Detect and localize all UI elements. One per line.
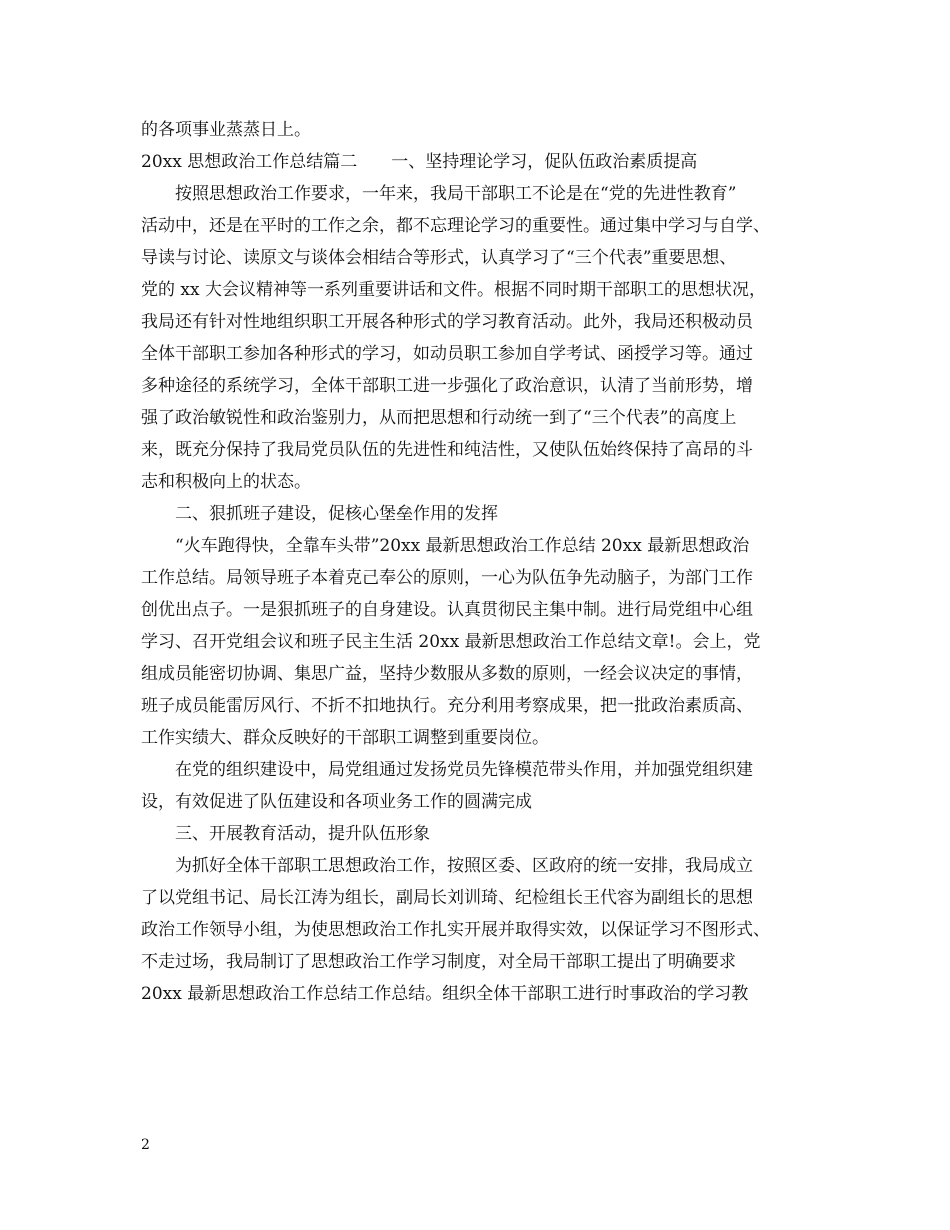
text-line: 不走过场，我局制订了思想政治工作学习制度，对全局干部职工提出了明确要求 bbox=[141, 952, 736, 972]
section-heading-line: 二、狠抓班子建设，促核心堡垒作用的发挥 bbox=[175, 504, 498, 524]
page-number: 2 bbox=[141, 1137, 150, 1153]
text-line: “火车跑得快，全靠车头带”20xx 最新思想政治工作总结 20xx 最新思想政治 bbox=[175, 536, 750, 556]
text-line: 组成员能密切协调、集思广益，坚持少数服从多数的原则，一经会议决定的事情， bbox=[141, 664, 753, 684]
text-line: 了以党组书记、局长江涛为组长，副局长刘训琦、纪检组长王代容为副组长的思想 bbox=[141, 888, 753, 908]
text-line: 强了政治敏锐性和政治鉴别力，从而把思想和行动统一到了“三个代表”的高度上 bbox=[141, 408, 737, 428]
text-line: 我局还有针对性地组织职工开展各种形式的学习教育活动。此外，我局还积极动员 bbox=[141, 312, 753, 332]
text-line: 的各项事业蒸蒸日上。 bbox=[141, 120, 311, 140]
text-line: 导读与讨论、读原文与谈体会相结合等形式，认真学习了“三个代表”重要思想、 bbox=[141, 248, 737, 268]
text-line: 多种途径的系统学习，全体干部职工进一步强化了政治意识，认清了当前形势，增 bbox=[141, 376, 753, 396]
text-line: 政治工作领导小组，为使思想政治工作扎实开展并取得实效，以保证学习不图形式、 bbox=[141, 920, 770, 940]
text-line: 工作总结。局领导班子本着克己奉公的原则，一心为队伍争先动脑子，为部门工作 bbox=[141, 568, 753, 588]
text-line: 创优出点子。一是狠抓班子的自身建设。认真贯彻民主集中制。进行局党组中心组 bbox=[141, 600, 753, 620]
text-line: 全体干部职工参加各种形式的学习，如动员职工参加自学考试、函授学习等。通过 bbox=[141, 344, 753, 364]
text-line: 班子成员能雷厉风行、不折不扣地执行。充分利用考察成果，把一批政治素质高、 bbox=[141, 696, 753, 716]
text-line: 设，有效促进了队伍建设和各项业务工作的圆满完成 bbox=[141, 792, 532, 812]
text-line: 工作实绩大、群众反映好的干部职工调整到重要岗位。 bbox=[141, 728, 549, 748]
text-line: 志和积极向上的状态。 bbox=[141, 472, 311, 492]
text-line: 20xx 最新思想政治工作总结工作总结。组织全体干部职工进行时事政治的学习教 bbox=[141, 984, 749, 1004]
section-heading-line: 三、开展教育活动，提升队伍形象 bbox=[175, 824, 430, 844]
section-heading-line: 20xx 思想政治工作总结篇二 一、坚持理论学习，促队伍政治素质提高 bbox=[141, 152, 698, 172]
text-line: 在党的组织建设中，局党组通过发扬党员先锋模范带头作用，并加强党组织建 bbox=[175, 760, 753, 780]
text-line: 按照思想政治工作要求，一年来，我局干部职工不论是在“党的先进性教育” bbox=[175, 184, 737, 204]
body-text bbox=[141, 114, 821, 1010]
text-line: 为抓好全体干部职工思想政治工作，按照区委、区政府的统一安排，我局成立 bbox=[175, 856, 753, 876]
text-line: 来，既充分保持了我局党员队伍的先进性和纯洁性，又使队伍始终保持了高昂的斗 bbox=[141, 440, 753, 460]
text-line: 学习、召开党组会议和班子民主生活 20xx 最新思想政治工作总结文章!。会上，党 bbox=[141, 632, 761, 652]
text-line: 活动中，还是在平时的工作之余，都不忘理论学习的重要性。通过集中学习与自学、 bbox=[141, 216, 770, 236]
text-line: 党的 xx 大会议精神等一系列重要讲话和文件。根据不同时期干部职工的思想状况， bbox=[141, 280, 766, 300]
